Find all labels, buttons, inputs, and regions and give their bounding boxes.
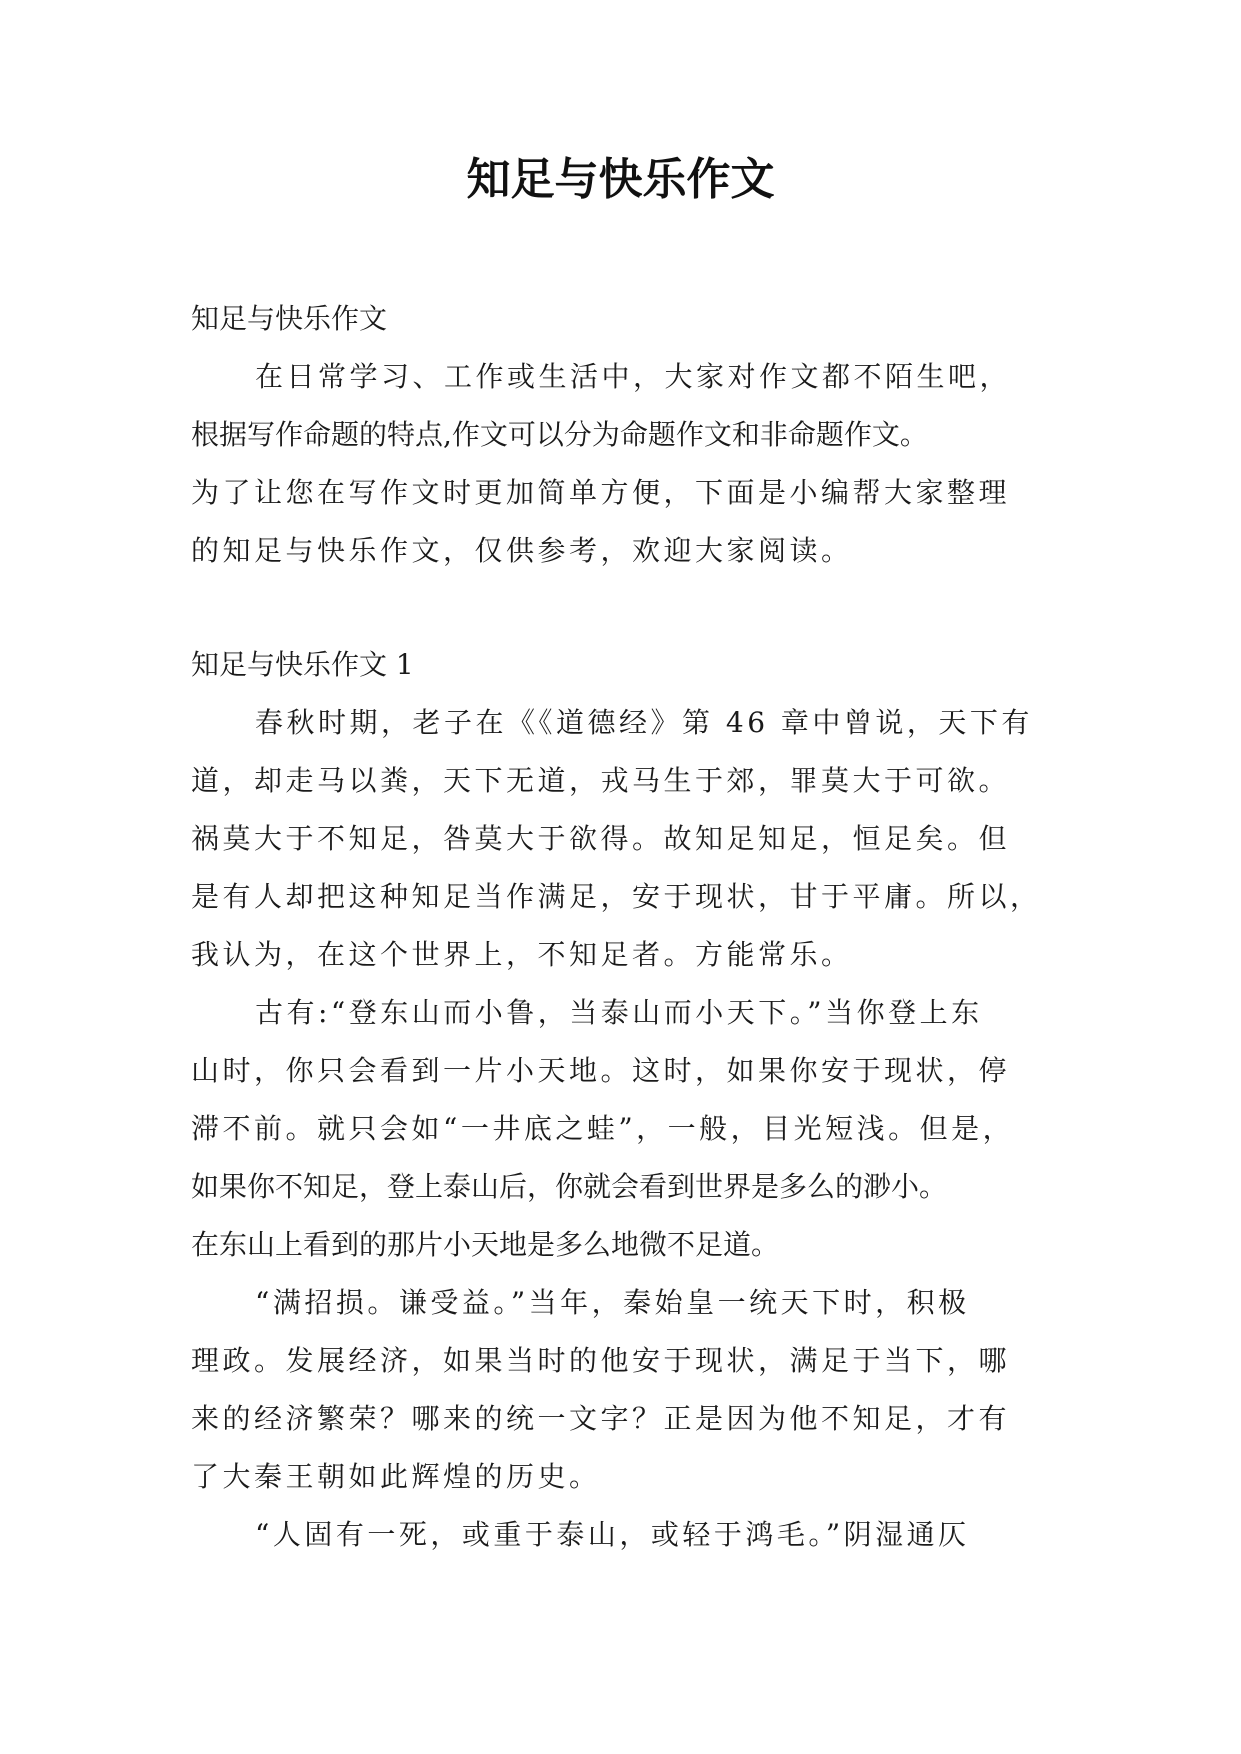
essay1-heading: 知足与快乐作文 1 <box>191 648 414 681</box>
text-line: 道，却走马以粪，天下无道，戎马生于郊，罪莫大于可欲。 <box>191 764 1011 797</box>
text-line: 理政。发展经济，如果当时的他安于现状，满足于当下，哪 <box>191 1344 1011 1377</box>
text-line: 山时，你只会看到一片小天地。这时，如果你安于现状，停 <box>191 1054 1011 1087</box>
text-line: “满招损。谦受益。”当年，秦始皇一统天下时，积极 <box>255 1286 970 1319</box>
text-line: 为了让您在写作文时更加简单方便，下面是小编帮大家整理 <box>191 476 1011 509</box>
section-spacer <box>191 580 1071 636</box>
intro-heading: 知足与快乐作文 <box>191 302 388 335</box>
text-line: 滞不前。就只会如“一井底之蛙”，一般，目光短浅。但是， <box>191 1112 1015 1145</box>
text-line: 在东山上看到的那片小天地是多么地微不足道。 <box>191 1228 780 1261</box>
text-line: 春秋时期，老子在《《道德经》第 46 章中曾说，天下有 <box>255 706 1033 739</box>
text-line: 根据写作命题的特点,作文可以分为命题作文和非命题作文。 <box>191 418 928 451</box>
essay1-paragraph-4 <box>191 1506 1071 1564</box>
essay1-paragraph-2 <box>191 984 1071 1274</box>
text-line: “人固有一死，或重于泰山，或轻于鸿毛。”阴湿通仄 <box>255 1518 970 1551</box>
document-title: 知足与快乐作文 <box>466 154 775 205</box>
essay1-paragraph-3 <box>191 1274 1071 1506</box>
text-line: 来的经济繁荣？哪来的统一文字？正是因为他不知足，才有 <box>191 1402 1011 1435</box>
text-line: 是有人却把这种知足当作满足，安于现状，甘于平庸。所以， <box>191 880 1042 913</box>
text-line: 我认为，在这个世界上，不知足者。方能常乐。 <box>191 938 853 971</box>
text-line: 的知足与快乐作文，仅供参考，欢迎大家阅读。 <box>191 534 853 567</box>
text-line: 如果你不知足，登上泰山后，你就会看到世界是多么的渺小。 <box>191 1170 948 1203</box>
document-body <box>191 290 1071 1564</box>
text-line: 祸莫大于不知足，咎莫大于欲得。故知足知足，恒足矣。但 <box>191 822 1011 855</box>
text-line: 了大秦王朝如此辉煌的历史。 <box>191 1460 601 1493</box>
text-line: 在日常学习、工作或生活中，大家对作文都不陌生吧， <box>255 360 1012 393</box>
text-line: 古有:“登东山而小鲁，当泰山而小天下。”当你登上东 <box>255 996 983 1029</box>
intro-paragraph <box>191 348 1071 580</box>
essay1-paragraph-1 <box>191 694 1071 984</box>
